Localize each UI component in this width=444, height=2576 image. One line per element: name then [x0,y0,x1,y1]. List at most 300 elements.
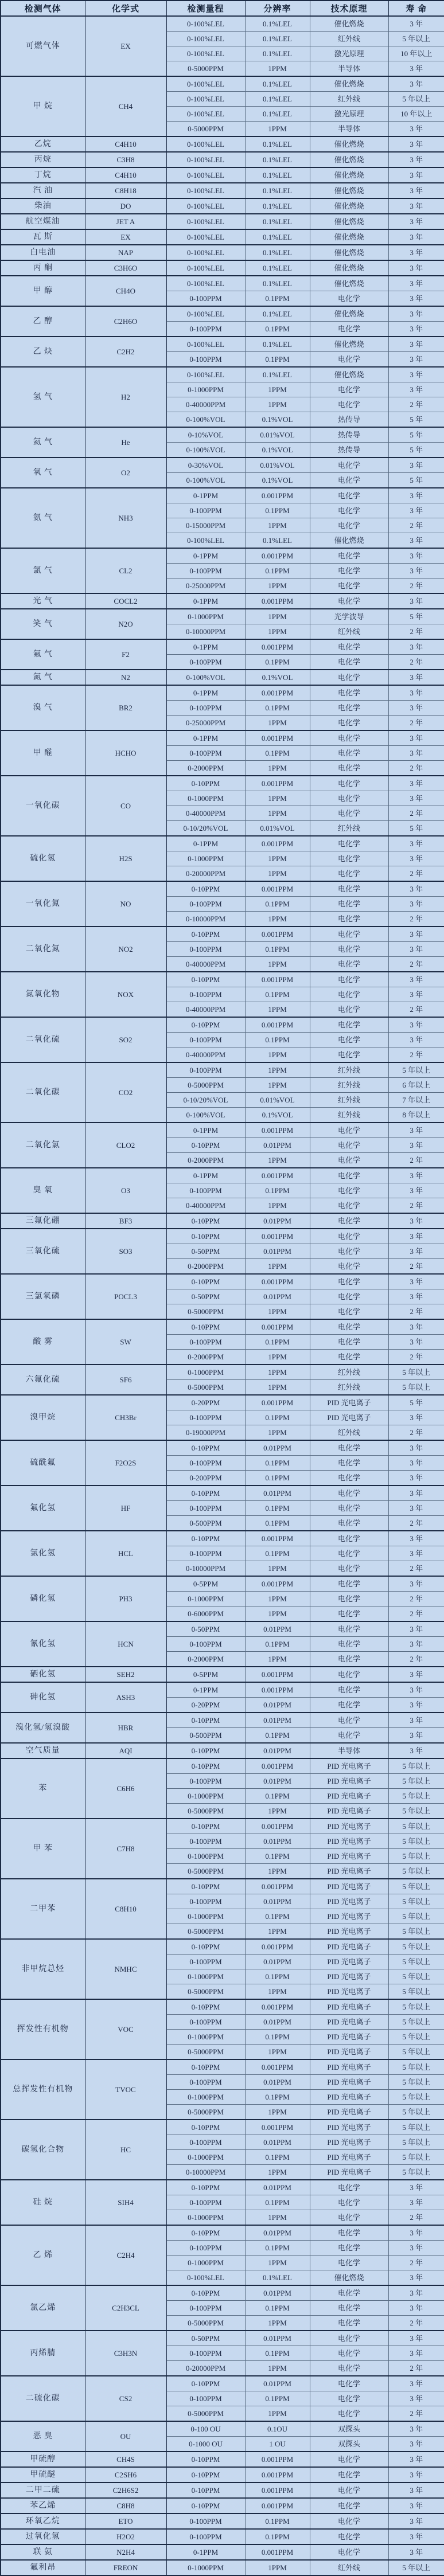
resolution-cell: 0.01PPM [245,1955,310,1969]
resolution-cell: 0.1PPM [245,1637,310,1652]
range-cell: 0-10PPM [166,1213,245,1229]
range-cell: 0-10PPM [166,1229,245,1244]
gas-name-cell: 氯化氢 [1,1531,85,1576]
principle-cell: 电化学 [310,1198,388,1214]
resolution-cell: 0.1PPM [245,2030,310,2045]
lifespan-cell: 5 年以上 [388,1834,444,1849]
formula-cell: H2 [85,367,166,427]
range-cell: 0-40000PPM [166,957,245,972]
resolution-cell: 0.001PPM [245,776,310,791]
resolution-cell: 0.1PPM [245,322,310,337]
principle-cell: PID 光电离子 [310,2059,388,2075]
resolution-cell: 0.1PPM [245,2514,310,2529]
principle-cell: 电化学 [310,1289,388,1304]
lifespan-cell: 2 年 [388,1516,444,1531]
gas-name-cell: 一氧化碳 [1,776,85,836]
lifespan-cell: 3 年 [388,152,444,167]
range-cell: 0-10PPM [166,776,245,791]
lifespan-cell: 2 年 [388,2361,444,2376]
formula-cell: FREON [85,2560,166,2575]
resolution-cell: 0.1PPM [245,1728,310,1744]
principle-cell: 红外线 [310,1093,388,1108]
range-cell: 0-10PPM [166,1531,245,1546]
principle-cell: 催化燃烧 [310,214,388,229]
table-row [1,1017,444,1033]
range-cell: 0-5000PPM [166,2105,245,2120]
principle-cell: 电化学 [310,2376,388,2391]
resolution-cell: 0.1%LEL [245,276,310,291]
lifespan-cell: 3 年 [388,245,444,260]
principle-cell: 电化学 [310,1561,388,1577]
gas-name-cell: 苯乙烯 [1,2498,85,2514]
formula-cell: CO2 [85,1062,166,1123]
lifespan-cell: 5 年以上 [388,1999,444,2015]
range-cell: 0-100PPM [166,1062,245,1078]
table-row [1,1168,444,1183]
range-cell: 0-5000PPM [166,122,245,137]
lifespan-cell: 2 年 [388,2316,444,2331]
table-row [1,2498,444,2514]
principle-cell: 电化学 [310,897,388,912]
resolution-cell: 0.1PPM [245,1410,310,1425]
resolution-cell: 0.001PPM [245,1229,310,1244]
lifespan-cell: 3 年 [388,685,444,701]
table-row [1,367,444,382]
principle-cell: 电化学 [310,1335,388,1350]
lifespan-cell: 3 年 [388,183,444,198]
resolution-cell: 1PPM [245,1864,310,1879]
lifespan-cell: 2 年 [388,578,444,594]
gas-name-cell: 甲硫醚 [1,2467,85,2483]
lifespan-cell: 3 年 [388,2180,444,2195]
gas-table-body [1,16,444,2575]
lifespan-cell: 3 年 [388,122,444,137]
principle-cell: 催化燃烧 [310,76,388,92]
range-cell: 0-100PPM [166,2135,245,2150]
table-row [1,1682,444,1698]
lifespan-cell: 3 年 [388,1501,444,1516]
gas-name-cell: 氦 气 [1,427,85,458]
resolution-cell: 0.1%LEL [245,2270,310,2286]
principle-cell: 电化学 [310,1244,388,1259]
principle-cell: 红外线 [310,624,388,640]
formula-cell: C6H6 [85,1758,166,1819]
lifespan-cell: 3 年 [388,2467,444,2483]
table-row [1,2452,444,2467]
formula-cell: AQI [85,1743,166,1758]
principle-cell: 电化学 [310,2483,388,2498]
range-cell: 0-10000PPM [166,624,245,640]
column-header-lifespan: 寿 命 [388,1,444,16]
lifespan-cell: 2 年 [388,2256,444,2270]
formula-cell: OU [85,2421,166,2452]
range-cell: 0-100%LEL [166,276,245,291]
resolution-cell: 0.001PPM [245,1682,310,1698]
table-row [1,639,444,655]
resolution-cell: 1PPM [245,1365,310,1380]
range-cell: 0-40000PPM [166,806,245,821]
lifespan-cell: 3 年 [388,1637,444,1652]
range-cell: 0-1000PPM [166,1365,245,1380]
lifespan-cell: 3 年 [388,198,444,214]
range-cell: 0-1PPM [166,548,245,564]
resolution-cell: 0.001PPM [245,1879,310,1894]
principle-cell: 电化学 [310,2529,388,2544]
principle-cell: PID 光电离子 [310,1879,388,1894]
principle-cell: 电化学 [310,716,388,731]
principle-cell: 光学波导 [310,609,388,624]
gas-name-cell: 航空煤油 [1,214,85,229]
column-header-formula: 化学式 [85,1,166,16]
lifespan-cell: 5 年 [388,412,444,428]
resolution-cell: 1PPM [245,1047,310,1063]
range-cell: 0-100PPM [166,1033,245,1047]
resolution-cell: 0.001PPM [245,1576,310,1592]
lifespan-cell: 5 年以上 [388,32,444,46]
range-cell: 0-100%LEL [166,245,245,260]
range-cell: 0-5000PPM [166,2316,245,2331]
gas-name-cell: 六氟化硫 [1,1365,85,1395]
lifespan-cell: 3 年 [388,1335,444,1350]
principle-cell: 催化燃烧 [310,229,388,245]
resolution-cell: 0.001PPM [245,2452,310,2467]
range-cell: 0-100PPM [166,1834,245,1849]
table-row [1,2560,444,2575]
gas-name-cell: 磷化氢 [1,1576,85,1621]
gas-name-cell: 甲 苯 [1,1819,85,1879]
formula-cell: He [85,427,166,458]
resolution-cell: 0.001PPM [245,1531,310,1546]
table-row [1,776,444,791]
resolution-cell: 0.01PPM [245,2075,310,2090]
resolution-cell: 1PPM [245,1592,310,1606]
resolution-cell: 0.001PPM [245,1168,310,1183]
principle-cell: 电化学 [310,518,388,533]
table-row [1,2467,444,2483]
principle-cell: 电化学 [310,578,388,594]
resolution-cell: 1PPM [245,1304,310,1320]
resolution-cell: 0.1PPM [245,2241,310,2256]
lifespan-cell: 5 年以上 [388,2015,444,2030]
resolution-cell: 1PPM [245,2105,310,2120]
table-row [1,1229,444,1244]
range-cell: 0-25000PPM [166,716,245,731]
principle-cell: 催化燃烧 [310,306,388,322]
table-row [1,1274,444,1289]
resolution-cell: 0.1PPM [245,291,310,307]
lifespan-cell: 3 年 [388,352,444,368]
range-cell: 0-500PPM [166,1728,245,1744]
lifespan-cell: 3 年 [388,2285,444,2301]
principle-cell: 红外线 [310,1380,388,1396]
resolution-cell: 0.1PPM [245,1909,310,1924]
lifespan-cell: 2 年 [388,518,444,533]
principle-cell: 电化学 [310,458,388,473]
resolution-cell: 1PPM [245,1350,310,1365]
formula-cell: O3 [85,1168,166,1213]
formula-cell: H2O2 [85,2529,166,2544]
gas-name-cell: 氟 气 [1,639,85,670]
gas-name-cell: 硫酰氟 [1,1440,85,1486]
resolution-cell: 0.01PPM [245,1713,310,1728]
resolution-cell: 0.1PPM [245,503,310,518]
gas-name-cell: 二氧化硫 [1,1017,85,1062]
range-cell: 0-10PPM [166,2467,245,2483]
resolution-cell: 0.1%VOL [245,443,310,458]
range-cell: 0-50PPM [166,1289,245,1304]
gas-name-cell: 溴甲烷 [1,1395,85,1440]
principle-cell: 电化学 [310,1183,388,1198]
formula-cell: SF6 [85,1365,166,1395]
lifespan-cell: 3 年 [388,836,444,851]
gas-name-cell: 碳氢化合物 [1,2120,85,2180]
range-cell: 0-2000PPM [166,1350,245,1365]
principle-cell: 半导体 [310,61,388,77]
principle-cell: 红外线 [310,1365,388,1380]
formula-cell: TVOC [85,2059,166,2120]
lifespan-cell: 3 年 [388,639,444,655]
formula-cell: CS2 [85,2376,166,2421]
principle-cell: 催化燃烧 [310,276,388,291]
principle-cell: 电化学 [310,564,388,578]
table-row [1,1743,444,1758]
principle-cell: PID 光电离子 [310,1819,388,1834]
resolution-cell: 0.01%VOL [245,427,310,443]
resolution-cell: 0.1PPM [245,2346,310,2361]
range-cell: 0-100 OU [166,2421,245,2437]
lifespan-cell: 3 年 [388,2241,444,2256]
principle-cell: 红外线 [310,92,388,107]
table-row [1,2059,444,2075]
resolution-cell: 0.001PPM [245,1999,310,2015]
gas-name-cell: 氰化氢 [1,1621,85,1667]
gas-name-cell: 氟利昂 [1,2560,85,2575]
range-cell: 0-10PPM [166,2180,245,2195]
lifespan-cell: 5 年以上 [388,1774,444,1789]
range-cell: 0-100%LEL [166,136,245,152]
formula-cell: NO2 [85,927,166,972]
lifespan-cell: 3 年 [388,167,444,183]
resolution-cell: 0.001PPM [245,2498,310,2514]
principle-cell: 激光原理 [310,46,388,61]
table-row [1,260,444,276]
gas-name-cell: 白电油 [1,245,85,260]
principle-cell: 催化燃烧 [310,2270,388,2286]
resolution-cell: 1PPM [245,716,310,731]
resolution-cell: 1PPM [245,1002,310,1018]
formula-cell: N2O [85,609,166,639]
table-row [1,427,444,443]
resolution-cell: 1PPM [245,397,310,412]
resolution-cell: 1PPM [245,1259,310,1275]
gas-name-cell: 硒化氢 [1,1667,85,1682]
resolution-cell: 0.001PPM [245,972,310,987]
gas-name-cell: 二硫化碳 [1,2376,85,2421]
formula-cell: JET A [85,214,166,229]
principle-cell: 电化学 [310,866,388,882]
principle-cell: 红外线 [310,1062,388,1078]
resolution-cell: 0.1%LEL [245,198,310,214]
resolution-cell: 0.01%VOL [245,1093,310,1108]
resolution-cell: 0.1%VOL [245,412,310,428]
range-cell: 0-100PPM [166,352,245,368]
range-cell: 0-100PPM [166,701,245,716]
lifespan-cell: 3 年 [388,2331,444,2346]
lifespan-cell: 2 年 [388,2210,444,2226]
lifespan-cell: 3 年 [388,1410,444,1425]
resolution-cell: 0.1PPM [245,1471,310,1486]
lifespan-cell: 3 年 [388,548,444,564]
resolution-cell: 0.001PPM [245,1819,310,1834]
table-row [1,337,444,352]
range-cell: 0-2000PPM [166,761,245,776]
table-row [1,1213,444,1229]
lifespan-cell: 3 年 [388,564,444,578]
lifespan-cell: 3 年 [388,1621,444,1637]
principle-cell: PID 光电离子 [310,2135,388,2150]
gas-name-cell: 光 气 [1,593,85,609]
lifespan-cell: 3 年 [388,791,444,806]
lifespan-cell: 3 年 [388,214,444,229]
resolution-cell: 0.001PPM [245,1667,310,1682]
lifespan-cell: 5 年以上 [388,1758,444,1774]
resolution-cell: 1PPM [245,609,310,624]
range-cell: 0-10PPM [166,927,245,942]
resolution-cell: 0.1PPM [245,1516,310,1531]
resolution-cell: 1PPM [245,1606,310,1622]
range-cell: 0-100%LEL [166,260,245,276]
range-cell: 0-100PPM [166,2514,245,2529]
gas-name-cell: 三氧化硫 [1,1229,85,1274]
principle-cell: 电化学 [310,352,388,368]
principle-cell: 电化学 [310,1531,388,1546]
lifespan-cell: 3 年 [388,1713,444,1728]
lifespan-cell: 3 年 [388,1244,444,1259]
range-cell: 0-1000PPM [166,1849,245,1864]
lifespan-cell: 2 年 [388,1606,444,1622]
range-cell: 0-100PPM [166,1774,245,1789]
principle-cell: 半导体 [310,1743,388,1758]
lifespan-cell: 3 年 [388,2544,444,2560]
principle-cell: 电化学 [310,1017,388,1033]
gas-name-cell: 氮 气 [1,670,85,685]
principle-cell: PID 光电离子 [310,1999,388,2015]
lifespan-cell: 5 年以上 [388,2045,444,2060]
table-row [1,670,444,685]
gas-name-cell: 空气质量 [1,1743,85,1758]
resolution-cell: 0.1%LEL [245,16,310,32]
range-cell: 0-100PPM [166,322,245,337]
principle-cell: 电化学 [310,1516,388,1531]
lifespan-cell: 5 年以上 [388,1849,444,1864]
table-row [1,2180,444,2195]
resolution-cell: 0.1PPM [245,1789,310,1804]
principle-cell: PID 光电离子 [310,1804,388,1819]
range-cell: 0-5000PPM [166,2045,245,2060]
table-row [1,972,444,987]
lifespan-cell: 2 年 [388,957,444,972]
resolution-cell: 1PPM [245,578,310,594]
range-cell: 0-100%LEL [166,183,245,198]
lifespan-cell: 5 年以上 [388,1969,444,1984]
principle-cell: 电化学 [310,1456,388,1471]
principle-cell: 电化学 [310,957,388,972]
principle-cell: 红外线 [310,2560,388,2575]
resolution-cell: 0.1PPM [245,1183,310,1198]
principle-cell: 电化学 [310,1501,388,1516]
lifespan-cell: 8 年以上 [388,1108,444,1123]
range-cell: 0-100PPM [166,2346,245,2361]
resolution-cell: 0.1%LEL [245,183,310,198]
table-row [1,2285,444,2301]
principle-cell: 电化学 [310,1682,388,1698]
range-cell: 0-1000PPM [166,382,245,397]
principle-cell: 电化学 [310,1304,388,1320]
range-cell: 0-100%LEL [166,32,245,46]
lifespan-cell: 5 年以上 [388,2560,444,2575]
resolution-cell: 0.001PPM [245,2059,310,2075]
lifespan-cell: 3 年 [388,2529,444,2544]
principle-cell: 电化学 [310,701,388,716]
resolution-cell: 0.1PPM [245,987,310,1002]
range-cell: 0-1000PPM [166,1789,245,1804]
gas-name-cell: 甲 醛 [1,730,85,776]
principle-cell: 电化学 [310,2195,388,2210]
lifespan-cell: 5 年以上 [388,2135,444,2150]
resolution-cell: 0.001PPM [245,2467,310,2483]
range-cell: 0-10%VOL [166,427,245,443]
formula-cell: C2SH6 [85,2467,166,2483]
lifespan-cell: 3 年 [388,730,444,746]
resolution-cell: 0.001PPM [245,1123,310,1138]
principle-cell: 电化学 [310,1606,388,1622]
resolution-cell: 0.1%LEL [245,367,310,382]
resolution-cell: 0.1%VOL [245,1108,310,1123]
range-cell: 0-1PPM [166,836,245,851]
formula-cell: NOX [85,972,166,1017]
principle-cell: PID 光电离子 [310,1955,388,1969]
lifespan-cell: 5 年以上 [388,1939,444,1955]
resolution-cell: 0.1PPM [245,2529,310,2544]
lifespan-cell: 3 年 [388,701,444,716]
resolution-cell: 0.01PPM [245,1834,310,1849]
resolution-cell: 1PPM [245,122,310,137]
principle-cell: 电化学 [310,1621,388,1637]
lifespan-cell: 3 年 [388,322,444,337]
range-cell: 0-40000PPM [166,1198,245,1214]
formula-cell: BR2 [85,685,166,730]
range-cell: 0-10PPM [166,1939,245,1955]
formula-cell: CH4S [85,2452,166,2467]
lifespan-cell: 3 年 [388,927,444,942]
principle-cell: 电化学 [310,1002,388,1018]
resolution-cell: 0.1PPM [245,352,310,368]
principle-cell: 电化学 [310,836,388,851]
principle-cell: PID 光电离子 [310,1774,388,1789]
formula-cell: HBR [85,1713,166,1743]
table-row [1,1486,444,1501]
resolution-cell: 0.1%LEL [245,46,310,61]
table-row [1,730,444,746]
resolution-cell: 0.1%LEL [245,32,310,46]
header-row [1,1,444,16]
formula-cell: C4H10 [85,136,166,152]
principle-cell: 电化学 [310,1138,388,1153]
table-row [1,1395,444,1410]
lifespan-cell: 3 年 [388,260,444,276]
lifespan-cell: 2 年 [388,1561,444,1577]
range-cell: 0-100%LEL [166,2270,245,2286]
